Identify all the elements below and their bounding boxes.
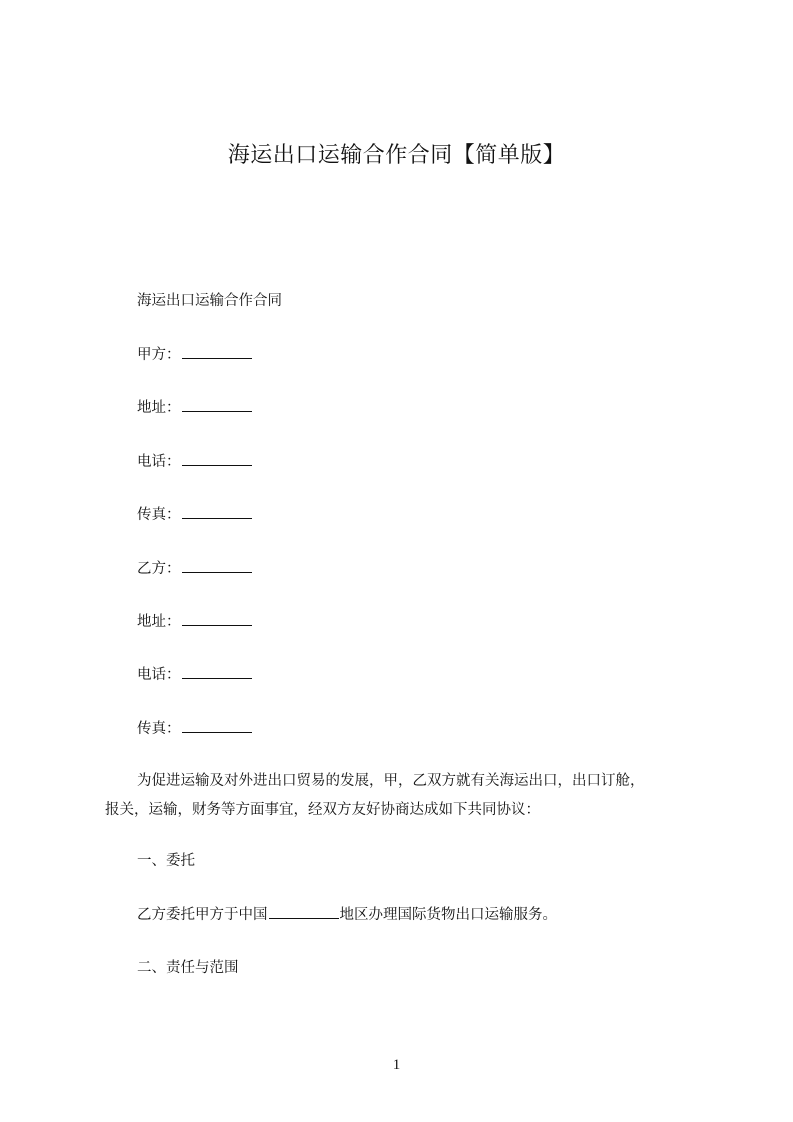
party-a-name-line (137, 343, 252, 366)
section-1-text-before: 乙方委托甲方于中国 (137, 907, 268, 923)
section-2-heading: 二、责任与范围 (137, 960, 239, 976)
party-b-address-line (137, 610, 252, 633)
party-a-fax-line (137, 503, 252, 526)
party-b-fax-line (137, 717, 252, 740)
party-a-address-label: 地址： (137, 400, 181, 416)
section-1-heading: 一、委托 (137, 853, 195, 869)
document-title: 海运出口运输合作合同【简单版】 (227, 143, 566, 168)
party-b-phone-blank (182, 663, 252, 679)
intro-line-1: 为促进运输及对外进出口贸易的发展，甲，乙双方就有关海运出口，出口订舱， (137, 773, 645, 789)
party-b-phone-line (137, 663, 252, 686)
section-1-region-blank (269, 903, 339, 919)
section-1-text-after: 地区办理国际货物出口运输服务。 (339, 907, 557, 923)
party-a-phone-line (137, 450, 252, 473)
party-b-phone-label: 电话： (137, 667, 181, 683)
section-1-text (137, 903, 557, 926)
contract-subtitle: 海运出口运输合作合同 (137, 293, 282, 309)
party-b-name-label: 乙方： (137, 561, 181, 577)
party-a-name-blank (182, 343, 252, 359)
party-a-phone-blank (182, 450, 252, 466)
party-b-fax-label: 传真： (137, 721, 181, 737)
party-a-address-line (137, 396, 252, 419)
party-a-phone-label: 电话： (137, 454, 181, 470)
page-number: 1 (392, 1057, 401, 1073)
party-a-fax-blank (182, 503, 252, 519)
party-b-name-blank (182, 557, 252, 573)
party-b-address-blank (182, 610, 252, 626)
party-a-address-blank (182, 396, 252, 412)
intro-paragraph (105, 770, 693, 821)
party-b-address-label: 地址： (137, 614, 181, 630)
party-a-fax-label: 传真： (137, 507, 181, 523)
party-a-name-label: 甲方： (137, 347, 181, 363)
party-b-fax-blank (182, 717, 252, 733)
intro-line-2: 报关，运输，财务等方面事宜，经双方友好协商达成如下共同协议： (105, 802, 540, 818)
party-b-name-line (137, 557, 252, 580)
